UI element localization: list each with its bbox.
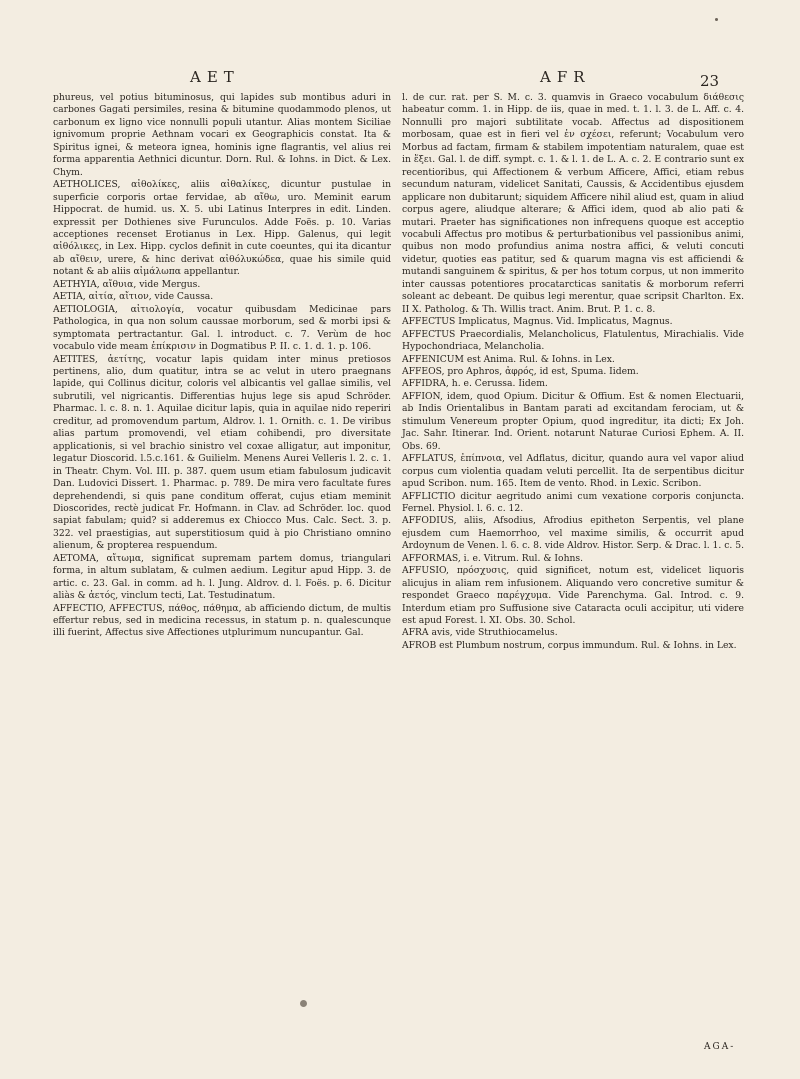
printer-ornament: [300, 1000, 307, 1007]
entry-paragraph: AFFIDRA, h. e. Cerussa. Iidem.: [402, 378, 548, 390]
entry-paragraph: AFROB est Plumbum nostrum, corpus immundum. Rul. & Iohns. in Lex.: [402, 639, 737, 651]
running-head-left: AET: [190, 68, 240, 86]
catchword: AGA-: [704, 1042, 736, 1052]
entry-paragraph: AFFODIUS, aliis, Afsodius, Afrodius epitheton Serpentis, vel plane ejusdem cum Haemorrhoo, vel maxime similis, & occurrit apud Ardoynum de Venen. l. 6. c. 8. vide Aldrov. Histor. Serp. & Drac. l. 1. c. 5.: [402, 515, 744, 552]
right-column: [402, 92, 744, 652]
entry-paragraph: phureus, vel potius bituminosus, qui lapides sub montibus aduri in carbones Gagati persimiles, resina & bitumine quodammodo plenos, ut carbonum ex ligno vice nonnulli populi utantur. Alias montem Siciliae ignivomum proprie Aethnam vocari ex Geographicis constat. Ita & Spiritus ignei, & meteora ignea, hominis igne flagrantis, vel alius rei forma apparentia Aethnici dicuntur. Dorn. Rul. & Iohns. in Dict. & Lex. Chym.: [53, 92, 391, 178]
left-column: [53, 92, 391, 640]
entry-paragraph: AETHOLICES, αἰθολίκες, aliis αἰθαλίκες, dicuntur pustulae in superficie corporis ortae fervidae, ab αἴθω, uro. Meminit earum Hippocrat. de humid. us. X. 5. ubi Latinus Interpres in edit. Linden. expressit per Dothienes sive Furunculos. Adde Foës. p. 10. Varias acceptiones recenset Erotianus in Lex. Hipp. Galenus, qui legit αἰθόλικες, in Lex. Hipp. cyclos definit in cute coeuntes, qui ita dicantur ab αἴθειν, urere, & hinc derivat αἰθόλυκώδεα, quae his simile quid notant & ab aliis αἰμάλωπα appellantur.: [53, 179, 391, 278]
entry-paragraph: AETOMA, αἴτωμα, significat supremam partem domus, triangulari forma, in altum sublatam, & culmen aedium. Legitur apud Hipp. 3. de artic. c. 23. Gal. in comm. ad h. l. Jung. Aldrov. d. l. Foës. p. 6. Dicitur aliàs & ἀετός, vinclum tecti, Lat. Testudinatum.: [53, 552, 391, 602]
entry-paragraph: AFFECTIO, AFFECTUS, πάθος, πάθημα, ab afficiendo dictum, de multis effertur rebus, sed in medicina recessus, in statum p. n. qualescunque illi fuerint, Affectus sive Affectiones utplurimum nuncupantur. Gal.: [53, 602, 391, 639]
entry-paragraph: AFFECTUS Praecordialis, Melancholicus, Flatulentus, Mirachialis. Vide Hypochondriaca, Melancholia.: [402, 328, 744, 353]
entry-paragraph: AFFUSIO, πρόσχυσις, quid significet, notum est, videlicet liquoris alicujus in aliam rem infusionem. Aliquando vero concretive sumitur & respondet Graeco παρέγχυμα. Vide Parenchyma. Gal. Introd. c. 9. Interdum etiam pro Suffusione sive Cataracta oculi accipitur, uti videre est apud Forest. l. XI. Obs. 30. Schol.: [402, 565, 744, 627]
entry-paragraph: AFFEOS, pro Aphros, ἀφρός, id est, Spuma. Iidem.: [402, 365, 639, 377]
entry-paragraph: AFFECTUS Implicatus, Magnus. Vid. Implicatus, Magnus.: [402, 316, 673, 328]
entry-paragraph: AFFION, idem, quod Opium. Dicitur & Offium. Est & nomen Electuarii, ab Indis Orientalibus in Bantam parati ad excitandam ferociam, ut & stimulum Venereum propter Opium, quod ingreditur, ita dicti; Ex Joh. Jac. Sahr. Itinerar. Ind. Orient. notarunt Naturae Curiosi Ephem. A. II. Obs. 69.: [402, 390, 744, 452]
entry-paragraph: AFFLICTIO dicitur aegritudo animi cum vexatione corporis conjuncta. Fernel. Physiol. l. 6. c. 12.: [402, 490, 744, 514]
entry-paragraph: AETHYIA, αἴθυια, vide Mergus.: [53, 278, 201, 290]
page-number: 23: [700, 72, 720, 90]
entry-paragraph: AFFENICUM est Anima. Rul. & Iohns. in Lex.: [402, 353, 615, 365]
running-head-right: AFR: [540, 68, 591, 86]
entry-paragraph: AETIOLOGIA, αἰτιολογία, vocatur quibusdam Medicinae pars Pathologica, in qua non solum caussae morborum, sed & morbi ipsi & symptomata pertractantur. Gal. l. introduct. c. 7. Verùm de hoc vocabulo vide meam ἐπίκρισιν in Dogmatibus P. II. c. 1. d. 1. p. 106.: [53, 303, 391, 353]
entry-paragraph: AETITES, ἀετίτης, vocatur lapis quidam inter minus pretiosos pertinens, alio, dum quatitur, intra se ac velut in utero praegnans lapide, qui Collinus dicitur, coloris vel albicantis vel gallae similis, vel subrutili, vel nigricantis. Differentias hujus lege sis apud Schröder. Pharmac. l. c. 8. n. 1. Aquilae dicitur lapis, quia in aquilae nido reperiri creditur, ad promovendum partum, Aldrov. l. 1. Ornith. c. 1. De viribus alias partum promovendi, vel etiam cohibendi, pro diversitate applicationis, si vel brachio sinistro vel coxae alligatur, aut imponitur, legatur Dioscorid. l.5.c.161. & Guilielm. Menens Aurei Velleris l. 2. c. 1. in Theatr. Chym. Vol. III. p. 387. quem usum etiam fabulosum judicavit Dan. Ludovici Dissert. 1. Pharmac. p. 789. De mira vero facultate fures deprehendendi, si quis pane conditum offerat, cujus etiam meminit Dioscorides, rectè judicat Fr. Hofmann. in Clav. ad Schröder. loc. quod sapiat fabulam; quid? si adderemus ex Chiocco Mus. Calc. Sect. 3. p. 322. vel praestigias, aut superstitiosum quid à pio Christiano omnino alienum, & propterea respuendum.: [53, 353, 391, 552]
paper-speck: [715, 18, 718, 21]
entry-paragraph: l. de cur. rat. per S. M. c. 3. quamvis in Graeco vocabulum διάθεσις habeatur comm. 1. in Hipp. de iis, quae in med. t. 1. l. 3. de L. Aff. c. 4. Nonnulli pro majori subtilitate vocab. Affectus ad dispositionem morbosam, quae est in fieri vel ἐν σχέσει, referunt; Vocabulum vero Morbus ad factam, firmam & stabilem impotentiam naturalem, quae est in ἕξει. Gal. l. de diff. sympt. c. 1. & l. 1. de L. A. c. 2. E contrario sunt ex recentioribus, qui Affectionem & verbum Afficere, Affici, etiam rebus secundum naturam, videlicet Sanitati, Caussis, & Accidentibus ejusdem applicare non dubitarunt; siquidem Afficere nihil aliud est, quam in aliud corpus agere, aliudque alterare; & Affici idem, quod ab alio pati & mutari. Praeter has significationes non infrequens quoque est acceptio vocabuli Affectus pro motibus & perturbationibus vel passionibus animi, quibus non modo profundius anima nostra affici, & veluti concuti videtur, quoties eas patitur, sed & quarum magna vis est afficiendi & mutandi sanguinem & spiritus, & per hos totum corpus, ut non immerito inter caussas potentiores procatarcticas sanitatis & morborum referri soleant ac debeant. De quibus legi merentur, quae scripsit Charlton. Ex. II X. Patholog. & Th. Willis tract. Anim. Brut. P. 1. c. 8.: [402, 92, 744, 315]
entry-paragraph: AFFORMAS, i. e. Vitrum. Rul. & Iohns.: [402, 552, 584, 564]
entry-paragraph: AFRA avis, vide Struthiocamelus.: [402, 627, 558, 639]
entry-paragraph: AFFLATUS, ἐπίπνοια, vel Adflatus, dicitur, quando aura vel vapor aliud corpus cum violentia quadam veluti percellit. Ita de serpentibus dicitur apud Scribon. num. 165. Item de vento. Rhod. in Lexic. Scribon.: [402, 453, 744, 490]
entry-paragraph: AETIA, αἰτία, αἴτιον, vide Caussa.: [53, 291, 214, 303]
